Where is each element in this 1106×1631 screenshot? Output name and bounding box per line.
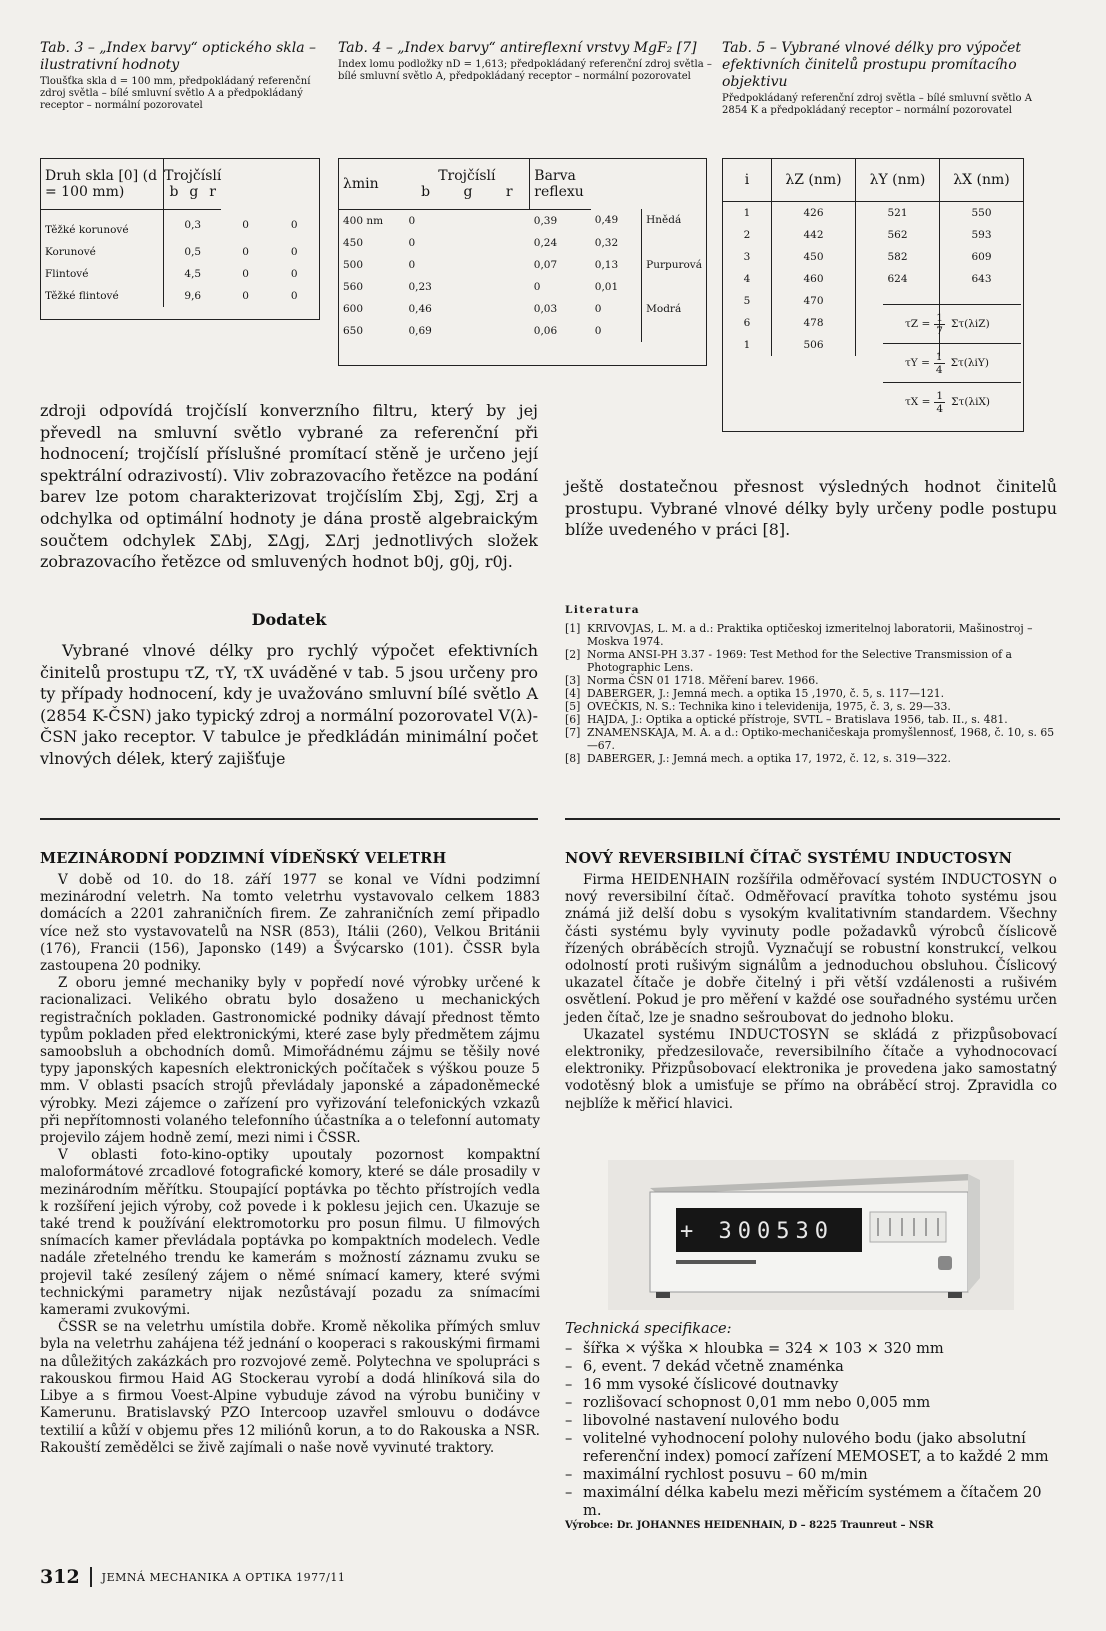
formula-rhs: Στ(λiX) <box>951 396 991 408</box>
tab3-cell-g: 0 <box>242 245 249 258</box>
tab3-cell-name: Těžké flintové <box>45 289 119 302</box>
tab3-title: Tab. 3 – „Index barvy“ optického skla – ilustrativní hodnoty <box>40 40 317 73</box>
tab5-subtitle: Předpokládaný referenční zdroj světla – bílé smluvní světlo A 2854 K a předpokládaný receptor – normální pozorovatel <box>722 93 1032 116</box>
tab4-head-lambda: λmin <box>339 159 404 209</box>
reference-text: ZNAMENSKAJA, M. A. a d.: Optiko-mechaničeskaja promyšlennosť, 1968, č. 10, s. 65—67. <box>587 726 1055 752</box>
tab3-head-r: r <box>209 183 216 200</box>
tab5-cell-z: 470 <box>772 290 856 312</box>
device-photo <box>608 1160 1014 1310</box>
tab3-cell-r: 0 <box>290 218 298 231</box>
tab5-cell-z: 426 <box>772 201 856 224</box>
tab5-row <box>723 246 1023 268</box>
tab5-formula <box>883 304 1021 343</box>
tab3-head-triple <box>164 159 222 209</box>
formula-den: 4 <box>936 402 944 415</box>
reference-text: DABERGER, J.: Jemná mech. a optika 17, 1972, č. 12, s. 319—322. <box>587 752 951 765</box>
tab4-cell-b: 0 <box>408 258 416 271</box>
tab4-cell-lambda: 560 <box>343 280 364 293</box>
spec-text: šířka × výška × hloubka = 324 × 103 × 320 mm <box>583 1340 944 1357</box>
tab4-cell-lambda: 450 <box>343 236 364 249</box>
formula-lhs: τY = <box>905 357 930 369</box>
tab4-cell-r: 0,32 <box>594 236 619 249</box>
tab5-cell-i: 5 <box>743 294 751 307</box>
tab4-cell-r: 0,13 <box>594 258 619 271</box>
spec-dash: – <box>565 1466 573 1483</box>
formula-num: 1 <box>936 311 943 324</box>
tab3-cell-b: 9,6 <box>164 285 222 307</box>
tab4-cell-g: 0,03 <box>533 302 558 315</box>
reference-item <box>565 700 1060 713</box>
formula-den: 4 <box>935 363 943 376</box>
tab5-caption <box>722 40 1057 117</box>
article1-paragraph: Z oboru jemné mechaniky byly v popředí nové výrobky určené k racionalizaci. Velikého obratu bylo dosaženo u mechanických registračních pokladen. Gastronomické podniky dávají přednost těmto typům pokladen před elektronickými, které zase byly předmětem zájmu samoobsluh a obchodních domů. Mimořádnému zájmu se těšily nové typy japonských kapesních elektronických počítaček s výškou pouze 5 mm. V oblasti psacích strojů převládaly japonské a západoněmecké výrobky. Mezi zájemce o zařízení pro vyřizování telefonických vzkazů při nepřítomnosti volaného telefonního účastníka a o telefonní automaty projevilo zájem hodně zemí, mezi nimi i ČSSR. <box>40 975 540 1147</box>
tab3-row <box>41 209 319 241</box>
spec-item <box>565 1358 1055 1376</box>
reference-number: [2] <box>565 648 581 661</box>
tab5-title: Tab. 5 – Vybrané vlnové délky pro výpočet efektivních činitelů prostupu promítacího objektivu <box>722 40 1022 90</box>
journal-name: JEMNÁ MECHANIKA A OPTIKA 1977/11 <box>101 1570 346 1584</box>
article1-body <box>40 872 540 1457</box>
tab5-cell-i: 2 <box>743 228 751 241</box>
spec-item <box>565 1430 1055 1466</box>
tab4-head-g: g <box>463 183 473 200</box>
reference-number: [5] <box>565 700 581 713</box>
device-display: + 300530 <box>680 1219 834 1244</box>
tab5-cell-x: 609 <box>940 246 1024 268</box>
spec-item <box>565 1394 1055 1412</box>
spec-item <box>565 1466 1055 1484</box>
tab3-row <box>41 263 319 285</box>
spec-text: volitelné vyhodnocení polohy nulového bodu (jako absolutní referenční index) pomocí zařízení MEMOSET, a to každé 2 mm <box>583 1430 1049 1465</box>
tab4-cell-b: 0,69 <box>408 324 432 337</box>
tab4-cell-b: 0 <box>408 236 416 249</box>
article2-paragraph: Firma HEIDENHAIN rozšířila odměřovací systém INDUCTOSYN o nový reversibilní čítač. Odměřovací pravítka tohoto systému jsou známá již delší dobu s vysokým kvalitativním standardem. Všechny části systému byly vyvinuty podle požadavků výrobců číslicově řízených obráběcích strojů. Vyznačují se robustní konstrukcí, velkou odolností proti rušivým signálům a jednoduchou obsluhou. Číslicový ukazatel čítače je dobře čitelný i při větší vzdálenosti a rušivém osvětlení. Pokud je pro měření v každé ose souřadného systému určen jeden čítač, lze je snadno sešroubovat do jednoho bloku. <box>565 872 1057 1026</box>
tab4-row <box>339 298 706 320</box>
article2-title: NOVÝ REVERSIBILNÍ ČÍTAČ SYSTÉMU INDUCTOSYN <box>565 850 1013 867</box>
spec-list <box>565 1340 1055 1520</box>
spec-text: maximální délka kabelu mezi měřicím systémem a čítačem 20 m. <box>583 1484 1042 1519</box>
tab3-cell-b: 0,3 <box>164 209 222 241</box>
tab5-cell-i: 1 <box>743 206 751 219</box>
tab4-title: Tab. 4 – „Index barvy“ antireflexní vrstvy MgF₂ [7] <box>338 40 697 56</box>
tab4-cell-r: 0 <box>594 302 602 315</box>
tab3-row <box>41 285 319 307</box>
reference-number: [8] <box>565 752 581 765</box>
tab5-head-i: i <box>723 159 772 201</box>
reference-number: [3] <box>565 674 581 687</box>
footer-divider <box>90 1567 92 1587</box>
tab4-cell-r: 0 <box>594 324 602 337</box>
spec-item <box>565 1376 1055 1394</box>
spec-item <box>565 1484 1055 1520</box>
spec-text: 6, event. 7 dekád včetně znaménka <box>583 1358 844 1375</box>
spec-dash: – <box>565 1358 573 1375</box>
reference-item <box>565 713 1060 726</box>
tab4-head-triple <box>404 159 529 209</box>
formula-fraction <box>934 390 945 415</box>
formula-rhs: Στ(λiY) <box>950 357 989 369</box>
reference-item <box>565 674 1060 687</box>
reference-text: OVEČKIS, N. S.: Technika kino i televidenija, 1975, č. 3, s. 29—33. <box>587 700 951 713</box>
tab5-cell-z: 506 <box>772 334 856 356</box>
spec-dash: – <box>565 1430 573 1447</box>
tab4-cell-color <box>642 320 706 342</box>
tab4-head-b: b <box>421 183 431 200</box>
tab3-head-b: b <box>169 183 179 200</box>
formula-rhs: Στ(λiZ) <box>950 318 990 330</box>
tab4-cell-lambda: 500 <box>343 258 364 271</box>
reference-item <box>565 687 1060 700</box>
article1-paragraph: V době od 10. do 18. září 1977 se konal ve Vídni podzimní mezinárodní veletrh. Na tomto veletrhu vystavovalo celkem 1883 domácích a 2201 zahraničních firem. Ze zahraničních zemí připadlo více než sto vystavovatelů na NSR (853), Itálii (260), Velkou Británii (176), Francii (156), Japonsko (149) a Švýcarsko (101). ČSSR byla zastoupena 20 podniky. <box>40 872 540 975</box>
tab3-cell-name: Těžké korunové <box>45 223 129 236</box>
spec-text: libovolné nastavení nulového bodu <box>583 1412 840 1429</box>
main-text: zdroji odpovídá trojčíslí konverzního filtru, který by jej převedl na smluvní světlo vybrané za referenční při hodnocení; trojčíslí příslušné promítací stěně je určeno její spektrální odrazivostí). Vliv zobrazovacího řetězce na podání barev lze potom charakterizovat trojčíslím Σbj, Σgj, Σrj a odchylka od optimální hodnoty je dána prostě algebraickým součtem odchylek ΣΔbj, ΣΔgj, ΣΔrj jednotlivých složek zobrazovacího řetězce od smluvených hodnot b0j, g0j, r0j. <box>40 401 538 572</box>
spec-heading: Technická specifikace: <box>565 1320 732 1337</box>
rule-right <box>565 818 1060 820</box>
tab5-cell-z: 442 <box>772 224 856 246</box>
tab5-cell-i: 4 <box>743 272 751 285</box>
reference-text: Norma ČSN 01 1718. Měření barev. 1966. <box>587 674 819 687</box>
rule-left <box>40 818 538 820</box>
tab3-cell-g: 0 <box>242 218 249 231</box>
tab5-head-y: λY (nm) <box>856 159 940 201</box>
tab4-cell-g: 0,24 <box>533 236 558 249</box>
tab4-table <box>338 158 707 366</box>
tab3-cell-b: 4,5 <box>164 263 222 285</box>
tab4-cell-r: 0,01 <box>594 280 619 293</box>
spec-dash: – <box>565 1484 573 1501</box>
tab4-subtitle: Index lomu podložky nD = 1,613; předpokládaný referenční zdroj světla – bílé smluvní světlo A, předpokládaný receptor – normální pozorovatel <box>338 59 712 82</box>
tab5-cell-x: 593 <box>940 224 1024 246</box>
dodatek-heading: Dodatek <box>251 610 327 629</box>
formula-fraction <box>934 312 945 337</box>
tab5-cell-i: 1 <box>743 338 751 351</box>
spec-text: maximální rychlost posuvu – 60 m/min <box>583 1466 868 1483</box>
tab5-cell-z: 478 <box>772 312 856 334</box>
tab5-head-x: λX (nm) <box>940 159 1024 201</box>
formula-lhs: τZ = <box>905 318 931 330</box>
tab4-cell-color <box>642 276 706 298</box>
formula-lhs: τX = <box>905 396 931 408</box>
spec-dash: – <box>565 1376 573 1393</box>
reference-number: [1] <box>565 622 581 635</box>
spec-dash: – <box>565 1412 573 1429</box>
tab3-cell-b: 0,5 <box>164 241 222 263</box>
tab4-row <box>339 209 706 232</box>
spec-dash: – <box>565 1340 573 1357</box>
spec-dash: – <box>565 1394 573 1411</box>
tab4-cell-g: 0,06 <box>533 324 558 337</box>
tab5-cell-y: 562 <box>856 224 940 246</box>
tab3-cell-r: 0 <box>290 245 298 258</box>
article1-title: MEZINÁRODNÍ PODZIMNÍ VÍDEŇSKÝ VELETRH <box>40 850 447 867</box>
tab5-cell-y: 582 <box>856 246 940 268</box>
tab4-cell-lambda: 650 <box>343 324 364 337</box>
reference-text: Norma ANSI-PH 3.37 - 1969: Test Method for the Selective Transmission of a Photographic Lens. <box>587 648 1012 674</box>
page-number: 312 <box>40 1566 80 1588</box>
tab4-row <box>339 254 706 276</box>
tab3-subtitle: Tloušťka skla d = 100 mm, předpokládaný referenční zdroj světla – bílé smluvní světlo A a předpokládaný receptor – normální pozorovatel <box>40 76 311 111</box>
tab3-row <box>41 241 319 263</box>
tab3-cell-name: Korunové <box>45 245 96 258</box>
tab3-head-glass: Druh skla [0] (d = 100 mm) <box>41 159 164 209</box>
dodatek-text: Vybrané vlnové délky pro rychlý výpočet efektivních činitelů prostupu τZ, τY, τX uváděné v tab. 5 jsou určeny pro ty případy hodnocení, kdy je uvažováno smluvní bílé světlo A (2854 K-ČSN) jako typický zdroj a normální pozorovatel V(λ)-ČSN jako receptor. V tabulce je předkládán minimální počet vlnových délek, který zajišťuje <box>40 641 538 768</box>
tab4-cell-b: 0,23 <box>408 280 432 293</box>
tab5-row <box>723 224 1023 246</box>
tab4-head-group: Trojčíslí <box>438 167 496 184</box>
tab5-row <box>723 268 1023 290</box>
tab5-cell-z: 460 <box>772 268 856 290</box>
tab3-cell-g: 0 <box>242 289 249 302</box>
reference-item <box>565 622 1060 648</box>
tab4-head-color: Barva reflexu <box>530 159 591 209</box>
reference-number: [6] <box>565 713 581 726</box>
tab4-cell-g: 0,39 <box>533 214 558 227</box>
tab3-cell-g: 0 <box>242 267 249 280</box>
tab4-cell-color: Purpurová <box>642 254 706 276</box>
tab4-cell-g: 0,07 <box>533 258 558 271</box>
tab4-row <box>339 276 706 298</box>
reference-number: [4] <box>565 687 581 700</box>
maker-line: Výrobce: Dr. JOHANNES HEIDENHAIN, D – 8225 Traunreut – NSR <box>565 1520 934 1531</box>
formula-den: 7 <box>936 324 943 337</box>
spec-text: 16 mm vysoké číslicové doutnavky <box>583 1376 839 1393</box>
tab3-caption <box>40 40 325 112</box>
reference-text: DABERGER, J.: Jemná mech. a optika 15 ,1970, č. 5, s. 117—121. <box>587 687 945 700</box>
article1-paragraph: V oblasti foto-kino-optiky upoutaly pozornost kompaktní maloformátové zrcadlové fotografické komory, které se dále prosadily v mezinárodním měřítku. Stoupající poptávka po těchto přístrojích vedla k rozšíření jejich výroby, což povede i k poklesu jejich cen. Ukazuje se také trend k používání elektromotorku pro posun filmu. U filmových snímacích kamer převládala poptávka po kompaktních modelech. Vedle nadále zřetelného trendu ke kamerám s možností záznamu zvuku se projevil také zesílený zájem o němé snímací kamery, které svými technickými parametry nijak nezůstávají pozadu za snímacími kamerami zvukovými. <box>40 1147 540 1319</box>
tab5-row <box>723 201 1023 224</box>
tab4-head-r: r <box>505 183 513 200</box>
reference-number: [7] <box>565 726 581 739</box>
article2-body <box>565 872 1057 1113</box>
lit-heading: Literatura <box>565 604 641 616</box>
tab4-cell-g: 0 <box>533 280 541 293</box>
tab5-formulas <box>883 304 1021 421</box>
tab5-table <box>722 158 1024 432</box>
tab4-row <box>339 232 706 254</box>
tab3-cell-r: 0 <box>290 289 298 302</box>
formula-num: 1 <box>935 350 943 363</box>
tab4-cell-lambda: 400 nm <box>343 214 384 227</box>
tab4-caption <box>338 40 713 83</box>
tab4-row <box>339 320 706 342</box>
tab4-cell-color: Modrá <box>642 298 706 320</box>
tab4-cell-lambda: 600 <box>343 302 364 315</box>
tab3-head-group: Trojčíslí <box>164 167 222 184</box>
tab5-cell-x: 643 <box>940 268 1024 290</box>
tab4-cell-color <box>642 232 706 254</box>
reference-text: KRIVOVJAS, L. M. a d.: Praktika optičeskoj izmeritelnoj laboratorii, Mašinostroj – Moskva 1974. <box>587 622 1033 648</box>
spec-item <box>565 1412 1055 1430</box>
formula-num: 1 <box>936 389 944 402</box>
tab5-cell-i: 3 <box>743 250 751 263</box>
tab3-cell-r: 0 <box>290 267 298 280</box>
article2-paragraph: Ukazatel systému INDUCTOSYN se skládá z přizpůsobovací elektroniky, předzesilovače, reversibilního čítače a vyhodnocovací elektroniky. Přizpůsobovací elektronika je provedena jako samostatný vodotěsný blok a umisťuje se přímo na obráběcí stroj. Zpravidla co nejblíže k měřicí hlavici. <box>565 1026 1057 1112</box>
tab5-cell-x: 550 <box>940 201 1024 224</box>
right-text: ještě dostatečnou přesnost výsledných hodnot činitelů prostupu. Vybrané vlnové délky byly určeny podle postupu blíže uvedeného v práci [8]. <box>565 477 1057 540</box>
tab5-formula <box>883 343 1021 382</box>
formula-fraction <box>934 351 945 376</box>
article1-paragraph: ČSSR se na veletrhu umístila dobře. Kromě několika přímých smluv byla na veletrhu zahájena též jednání o kooperaci s rakouskými firmami na důležitých zakázkách pro rozvojové země. Polytechna ve spolupráci s rakouskou firmou Haid AG Stockerau vyrobí a dodá hliníková sila do Libye a s firmou Voest-Alpine vybuduje závod na výrobu buničiny v Kamerunu. Bratislavský PZO Intercoop uzavřel smlouvu o dodávce textilií a kůží v objemu přes 12 miliónů korun, a to do Rakouska a NSR. Rakouští zemědělci se živě zajímali o naše nově vyvinuté traktory. <box>40 1319 540 1456</box>
tab4-cell-b: 0,46 <box>408 302 432 315</box>
tab5-cell-y: 521 <box>856 201 940 224</box>
tab5-formula <box>883 382 1021 421</box>
reference-item <box>565 726 1060 752</box>
tab3-head-g: g <box>189 183 199 200</box>
tab5-cell-z: 450 <box>772 246 856 268</box>
tab5-head-z: λZ (nm) <box>772 159 856 201</box>
references-list <box>565 622 1060 765</box>
tab5-cell-y: 624 <box>856 268 940 290</box>
reference-item <box>565 648 1060 674</box>
spec-item <box>565 1340 1055 1358</box>
tab3-table <box>40 158 320 320</box>
tab4-cell-r: 0,49 <box>594 214 619 227</box>
tab4-cell-b: 0 <box>408 214 416 227</box>
tab4-cell-color: Hnědá <box>642 209 706 232</box>
spec-text: rozlišovací schopnost 0,01 mm nebo 0,005 mm <box>583 1394 931 1411</box>
tab3-cell-name: Flintové <box>45 267 89 280</box>
reference-text: HAJDA, J.: Optika a optické přístroje, SVTL – Bratislava 1956, tab. II., s. 481. <box>587 713 1008 726</box>
reference-item <box>565 752 1060 765</box>
footer <box>40 1566 345 1588</box>
tab5-cell-i: 6 <box>743 316 751 329</box>
